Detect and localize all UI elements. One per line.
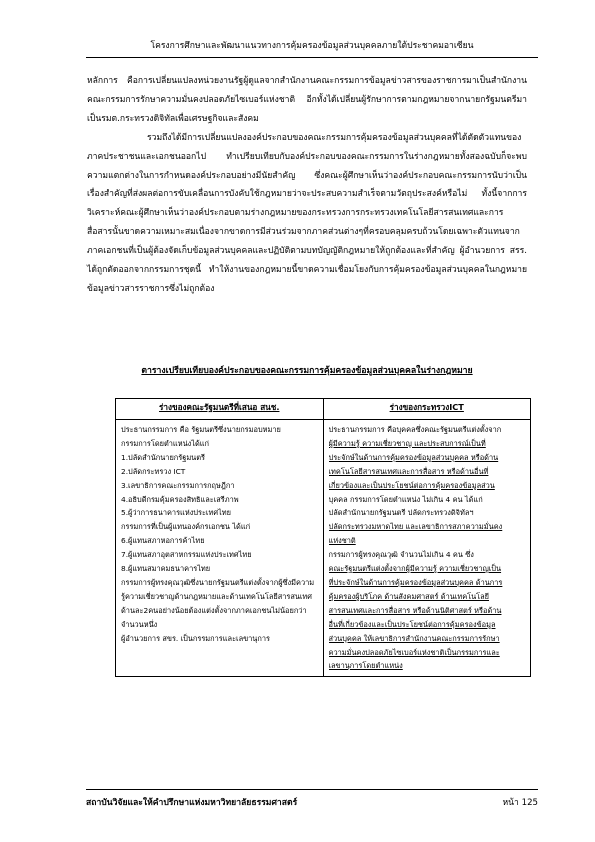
list-item: 5.ผู้ว่าการธนาคารแห่งประเทศไทย: [121, 508, 231, 518]
table-header-row: [116, 399, 531, 420]
list-item: ผู้อำนวยการ สขร. เป็นกรรมการและเลขานุการ: [121, 633, 270, 643]
list-item: สารสนเทศและการสื่อสาร หรือด้านนิติศาสตร์ หรือด้าน: [328, 605, 502, 615]
list-item: 1.ปลัดสำนักนายกรัฐมนตรี: [121, 452, 206, 462]
list-item: ความมั่นคงปลอดภัยไซเบอร์แห่งชาติเป็นกรรมการและ: [328, 647, 500, 657]
body-text: [87, 72, 527, 299]
list-item: คุ้มครองผู้บริโภค ด้านสังคมศาสตร์ ด้านเทคโนโลยี: [328, 591, 490, 601]
list-item: กรรมการที่เป็นผู้แทนองค์กรเอกชน ได้แก่: [121, 522, 251, 532]
list-item: แห่งชาติ: [328, 536, 356, 546]
list-item: 3.เลขาธิการคณะกรรมการกฤษฎีกา: [121, 480, 235, 490]
running-header: [86, 38, 538, 58]
header-ict-draft: ร่างของกระทรวงICT: [323, 399, 531, 420]
page-number: หน้า 125: [502, 798, 538, 808]
running-footer: [86, 789, 538, 809]
list-item: คณะรัฐมนตรีแต่งตั้งจากผู้มีความรู้ ความเชี่ยวชาญเป็น: [328, 564, 502, 574]
header-cabinet-draft: ร่างของคณะรัฐมนตรีที่เสนอ สนช.: [116, 399, 324, 420]
project-title: โครงการศึกษาและพัฒนาแนวทางการคุ้มครองข้อมูลส่วนบุคคลภายใต้ประชาคมอาเซียน: [150, 41, 474, 51]
ict-draft-cell: [323, 420, 531, 677]
list-item: 6.ผู้แทนสภาหอการค้าไทย: [121, 536, 205, 546]
paragraph-2: รวมถึงได้มีการเปลี่ยนแปลงองค์ประกอบของคณะกรรมการคุ้มครองข้อมูลส่วนบุคคลที่ได้ตัดตัวแทนของภาคประชาชนและเอกชนออกไป ทำเปรียบเทียบกับองค์ประกอบของคณะกรรมการในร่างกฎหมายทั้งสองฉบับก็จะพบความแตกต่างในการกำหนดองค์ประกอบอย่างมีนัยสำคัญ ซึ่งคณะผู้ศึกษาเห็นว่าองค์ประกอบคณะกรรมการนับว่าเป็นเรื่องสำคัญที่ส่งผลต่อการขับเคลื่อนการบังคับใช้กฎหมายว่าจะประสบความสำเร็จตามวัตถุประสงค์หรือไม่ ทั้งนี้จากการวิเคราะห์คณะผู้ศึกษาเห็นว่าองค์ประกอบตามร่างกฎหมายของกระทรวงการกระทรวงเทคโนโลยีสารสนเทศและการสื่อสารนั้นขาดความเหมาะสมเนื่องจากขาดการมีส่วนร่วมจากภาคส่วนต่างๆที่ครอบคลุมครบถ้วนโดยเฉพาะตัวแทนจากภาคเอกชนที่เป็นผู้ต้องจัดเก็บข้อมูลส่วนบุคคลและปฏิบัติตามบทบัญญัติกฎหมายให้ถูกต้องและที่สำคัญ ผู้อำนวยการ สรร. ได้ถูกตัดออกจากกรรมการชุดนี้ ทำให้งานของกฎหมายนี้ขาดความเชื่อมโยงกับการคุ้มครองข้อมูลส่วนบุคคลในกฎหมายข้อมูลข่าวสารราชการซึ่งไม่ถูกต้อง: [87, 132, 527, 294]
institute-name: สถาบันวิจัยและให้คำปรึกษาแห่งมหาวิทยาลัยธรรมศาสตร์: [86, 798, 298, 808]
list-item: เลขานุการโดยตำแหน่ง: [328, 661, 403, 671]
list-item: ประธานกรรมการ คือบุคคลซึ่งคณะรัฐมนตรีแต่งตั้งจาก: [328, 425, 502, 434]
list-item: 2.ปลัดกระทรวง ICT: [121, 466, 186, 476]
list-item: ประธานกรรมการ คือ รัฐมนตรีซึ่งนายกรมอบหมาย: [121, 425, 281, 434]
list-item: ผู้มีความรู้ ความเชี่ยวชาญ และประสบการณ์เป็นที่: [328, 438, 486, 448]
list-item: 7.ผู้แทนสภาอุตสาหกรรมแห่งประเทศไทย: [121, 550, 252, 560]
table-row: [116, 420, 531, 677]
list-item: ปลัดกระทรวงมหาดไทย และเลขาธิการสภาความมั่นคง: [328, 522, 503, 532]
list-item: กรรมการผู้ทรงคุณวุฒิ จำนวนไม่เกิน 4 คน ซึ่ง: [328, 550, 474, 560]
list-item: ประจักษ์ในด้านการคุ้มครองข้อมูลส่วนบุคคล หรือด้าน: [328, 452, 499, 462]
list-item: อื่นที่เกี่ยวข้องและเป็นประโยชน์ต่อการคุ้มครองข้อมูล: [328, 619, 496, 629]
list-item: เทคโนโลยีสารสนเทศและการสื่อสาร หรือด้านอื่นที่: [328, 466, 489, 476]
comparison-table: [115, 398, 531, 677]
paragraph-1: หลักการ คือการเปลี่ยนแปลงหน่วยงานรัฐผู้ดูแลจากสำนักงานคณะกรรมการข้อมูลข่าวสารของราชการมาเป็นสำนักงานคณะกรรมการรักษาความมั่นคงปลอดภัยไซเบอร์แห่งชาติ อีกทั้งได้เปลี่ยนผู้รักษาการตามกฎหมายจากนายกรัฐมนตรีมาเป็นรมต.กระทรวงดิจิทัลเพื่อเศรษฐกิจและสังคม: [87, 76, 527, 124]
list-item: 4.อธิบดีกรมคุ้มครองสิทธิและเสรีภาพ: [121, 494, 239, 504]
list-item: กรรมการโดยตำแหน่งได้แก่: [121, 438, 209, 448]
list-item: ปลัดสำนักนายกรัฐมนตรี ปลัดกระทรวงดิจิทัลฯ: [328, 508, 474, 518]
list-item: ที่ประจักษ์ในด้านการคุ้มครองข้อมูลส่วนบุคคล ด้านการ: [328, 577, 503, 587]
cabinet-draft-cell: [116, 420, 324, 677]
list-item: เกี่ยวข้องและเป็นประโยชน์ต่อการคุ้มครองข้อมูลส่วน: [328, 480, 495, 490]
list-item: ส่วนบุคคล ให้เลขาธิการสำนักงานคณะกรรมการรักษา: [328, 633, 500, 643]
table-title: ตารางเปรียบเทียบองค์ประกอบของคณะกรรมการคุ้มครองข้อมูลส่วนบุคคลในร่างกฎหมาย: [141, 366, 473, 376]
list-item: 8.ผู้แทนสมาคมธนาคารไทย: [121, 564, 211, 574]
list-item: บุคคล กรรมการโดยตำแหน่ง ไม่เกิน 4 คน ได้แก่: [328, 494, 483, 504]
list-item: กรรมการผู้ทรงคุณวุฒิซึ่งนายกรัฐมนตรีแต่งตั้งจากผู้ซึ่งมีความรู้ความเชี่ยวชาญด้านกฎหมายและด้านเทคโนโลยีสารสนเทศด้านละ2คนอย่างน้อยต้องแต่งตั้งจากภาคเอกชนไม่น้อยกว่าจำนวนหนึ่ง: [121, 577, 315, 629]
